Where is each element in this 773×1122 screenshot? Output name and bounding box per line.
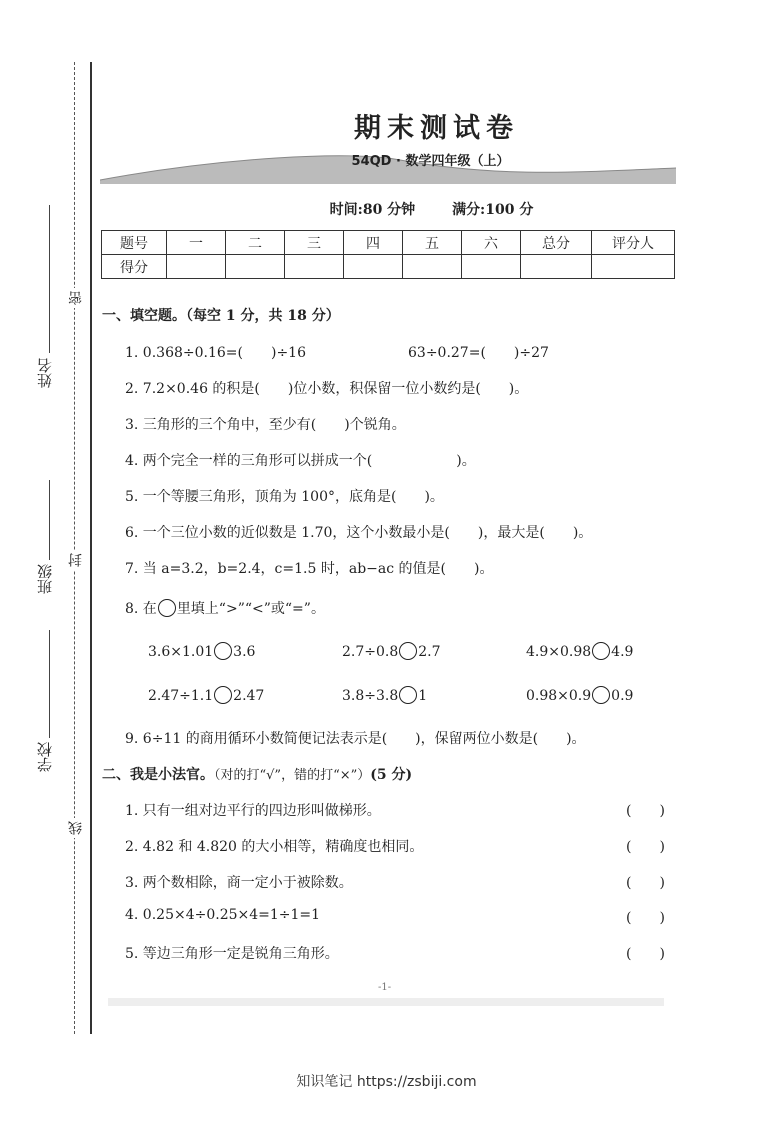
question-3: 3. 三角形的三个角中，至少有( )个锐角。 [125,417,406,433]
compare-right: 1 [418,688,428,704]
compare-left: 0.98×0.9 [526,688,592,704]
page-number: -1- [378,982,392,993]
compare-left: 2.47÷1.1 [148,688,214,704]
answer-circle[interactable] [592,642,610,660]
score-input-cell[interactable] [167,255,226,279]
question-8-suffix: 里填上“>”“<”或“=”。 [176,601,325,617]
compare-item [342,642,441,660]
compare-left: 3.6×1.01 [148,644,214,660]
question-2: 2. 7.2×0.46 的积是( )位小数，积保留一位小数约是( )。 [125,381,529,397]
name-label: 姓名 [36,358,54,388]
judge-item-2: 2. 4.82 和 4.820 的大小相等，精确度也相同。 [125,839,424,855]
judge-answer-bracket[interactable]: ( ) [626,946,665,962]
table-cell: 四 [344,231,403,255]
compare-item [148,642,255,660]
compare-left: 4.9×0.98 [526,644,592,660]
section-1-title: 一、填空题。（每空 1 分，共 18 分） [102,308,340,324]
exam-subtitle: 54QD · 数学四年级（上） [351,154,510,169]
score-table [101,230,675,279]
question-5: 5. 一个等腰三角形，顶角为 100°，底角是( )。 [125,489,444,505]
table-cell: 一 [167,231,226,255]
class-underline [49,480,50,560]
score-table-score-row [102,255,675,279]
class-label: 班级 [36,564,54,594]
compare-left: 2.7÷0.8 [342,644,399,660]
full-score-text: 满分:100 分 [452,202,534,218]
answer-circle[interactable] [399,642,417,660]
score-input-cell[interactable] [521,255,592,279]
question-9: 9. 6÷11 的商用循环小数简便记法表示是( )，保留两位小数是( )。 [125,731,586,747]
score-input-cell[interactable] [592,255,675,279]
judge-answer-bracket[interactable]: ( ) [626,910,665,926]
question-8 [125,598,325,618]
table-cell: 五 [403,231,462,255]
seal-mark-2: 封 [66,550,86,570]
question-7: 7. 当 a=3.2，b=2.4，c=1.5 时，ab−ac 的值是( )。 [125,561,494,577]
judge-item-3: 3. 两个数相除，商一定小于被除数。 [125,875,353,891]
score-input-cell[interactable] [226,255,285,279]
judge-answer-bracket[interactable]: ( ) [626,839,665,855]
judge-item-4: 4. 0.25×4÷0.25×4=1÷1=1 [125,907,321,923]
answer-circle[interactable] [214,642,232,660]
seal-mark-3: 线 [66,818,86,838]
table-cell: 题号 [102,231,167,255]
answer-circle[interactable] [214,686,232,704]
score-input-cell[interactable] [403,255,462,279]
section-2-heading: 二、我是小法官。 [102,767,214,783]
table-cell: 三 [285,231,344,255]
question-8-prefix: 8. 在 [125,601,157,617]
compare-item [526,642,633,660]
watermark-footer: 知识笔记 https://zsbiji.com [296,1074,477,1090]
question-4: 4. 两个完全一样的三角形可以拼成一个( )。 [125,453,476,469]
question-1a: 1. 0.368÷0.16=( )÷16 [125,345,306,361]
exam-title: 期末测试卷 [354,113,519,144]
compare-item [342,686,427,704]
table-cell: 总分 [521,231,592,255]
compare-right: 2.7 [418,644,441,660]
score-input-cell[interactable] [285,255,344,279]
answer-circle[interactable] [399,686,417,704]
compare-item [526,686,633,704]
time-score-line [0,199,773,219]
time-text: 时间:80 分钟 [329,202,416,218]
score-table-header-row [102,231,675,255]
judge-answer-bracket[interactable]: ( ) [626,803,665,819]
compare-right: 4.9 [611,644,634,660]
seal-mark-1: 密 [66,288,86,308]
judge-item-1: 1. 只有一组对边平行的四边形叫做梯形。 [125,803,381,819]
question-1b: 63÷0.27=( )÷27 [408,345,549,361]
school-underline [49,630,50,738]
section-2-title [102,764,412,784]
judge-answer-bracket[interactable]: ( ) [626,875,665,891]
section-2-score: (5 分) [370,767,413,783]
table-cell: 二 [226,231,285,255]
score-input-cell[interactable] [344,255,403,279]
table-cell: 得分 [102,255,167,279]
table-cell: 六 [462,231,521,255]
score-input-cell[interactable] [462,255,521,279]
answer-circle[interactable] [592,686,610,704]
name-underline [49,205,50,353]
compare-right: 3.6 [233,644,256,660]
compare-item [148,686,264,704]
school-label: 学校 [36,742,54,772]
question-6: 6. 一个三位小数的近似数是 1.70，这个小数最小是( )，最大是( )。 [125,525,593,541]
compare-left: 3.8÷3.8 [342,688,399,704]
page-bottom-shade [108,998,664,1006]
judge-item-5: 5. 等边三角形一定是锐角三角形。 [125,946,339,962]
compare-right: 0.9 [611,688,634,704]
compare-right: 2.47 [233,688,265,704]
table-cell: 评分人 [592,231,675,255]
circle-icon [158,599,176,617]
section-2-note: （对的打“√”，错的打“×”） [214,768,371,783]
